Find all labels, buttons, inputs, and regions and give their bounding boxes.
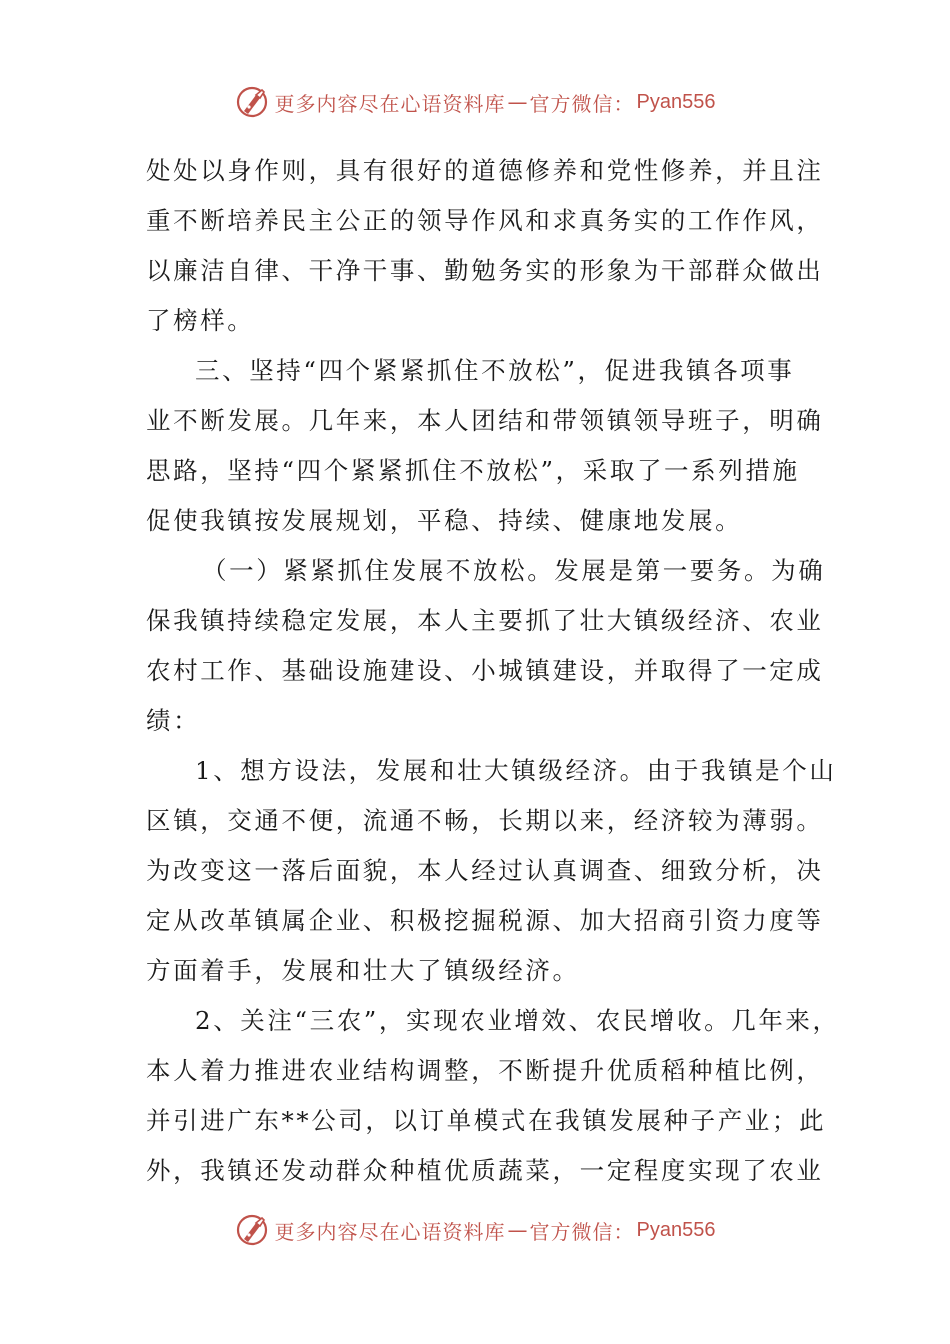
wechat-label: 官方微信： (529, 91, 635, 116)
body-line: 绩： (146, 706, 201, 735)
body-line: 业不断发展。几年来，本人团结和带领镇领导班子，明确 (146, 406, 824, 435)
body-line: 重不断培养民主公正的领导作风和求真务实的工作作风， (146, 206, 824, 235)
body-line: 为改变这一落后面貌，本人经过认真调查、细致分析，决 (146, 856, 824, 885)
body-line: 定从改革镇属企业、积极挖掘税源、加大招商引资力度等 (146, 906, 824, 935)
body-line: 农村工作、基础设施建设、小城镇建设，并取得了一定成 (146, 656, 824, 685)
section-heading-line: 三、坚持“四个紧紧抓住不放松”，促进我镇各项事 (195, 356, 795, 385)
pen-nib-logo-icon (235, 1213, 269, 1247)
body-line: 促使我镇按发展规划，平稳、持续、健康地发展。 (146, 506, 743, 535)
body-line: 思路，坚持“四个紧紧抓住不放松”，采取了一系列措施 (146, 456, 800, 485)
body-line: 本人着力推进农业结构调整，不断提升优质稻种植比例， (146, 1056, 824, 1085)
site-name: 更多内容尽在心语资料库 (274, 1219, 506, 1244)
body-line: 并引进广东**公司，以订单模式在我镇发展种子产业；此 (146, 1106, 827, 1135)
wechat-id: Pyan556 (636, 90, 716, 113)
wechat-id: Pyan556 (636, 1218, 716, 1241)
footer-banner (0, 1210, 950, 1250)
body-line: 以廉洁自律、干净干事、勤勉务实的形象为干部群众做出 (146, 256, 824, 285)
subsection-heading-line: （一）紧紧抓住发展不放松。发展是第一要务。为确 (202, 556, 826, 585)
body-line: 了榜样。 (146, 306, 255, 335)
site-name: 更多内容尽在心语资料库 (274, 91, 506, 116)
document-body (146, 146, 840, 1196)
body-line: 区镇，交通不便，流通不畅，长期以来，经济较为薄弱。 (146, 806, 824, 835)
list-item-line: 2、关注“三农”，实现农业增效、农民增收。几年来， (195, 1006, 840, 1035)
banner-separator: — (507, 1218, 528, 1242)
body-line: 方面着手，发展和壮大了镇级经济。 (146, 956, 580, 985)
pen-nib-logo-icon (235, 85, 269, 119)
header-banner (0, 82, 950, 122)
body-line: 处处以身作则，具有很好的道德修养和党性修养，并且注 (146, 156, 824, 185)
body-line: 保我镇持续稳定发展，本人主要抓了壮大镇级经济、农业 (146, 606, 824, 635)
banner-separator: — (507, 90, 528, 114)
wechat-label: 官方微信： (529, 1219, 635, 1244)
body-line: 外，我镇还发动群众种植优质蔬菜，一定程度实现了农业 (146, 1156, 824, 1185)
list-item-line: 1、想方设法，发展和壮大镇级经济。由于我镇是个山 (195, 756, 837, 785)
